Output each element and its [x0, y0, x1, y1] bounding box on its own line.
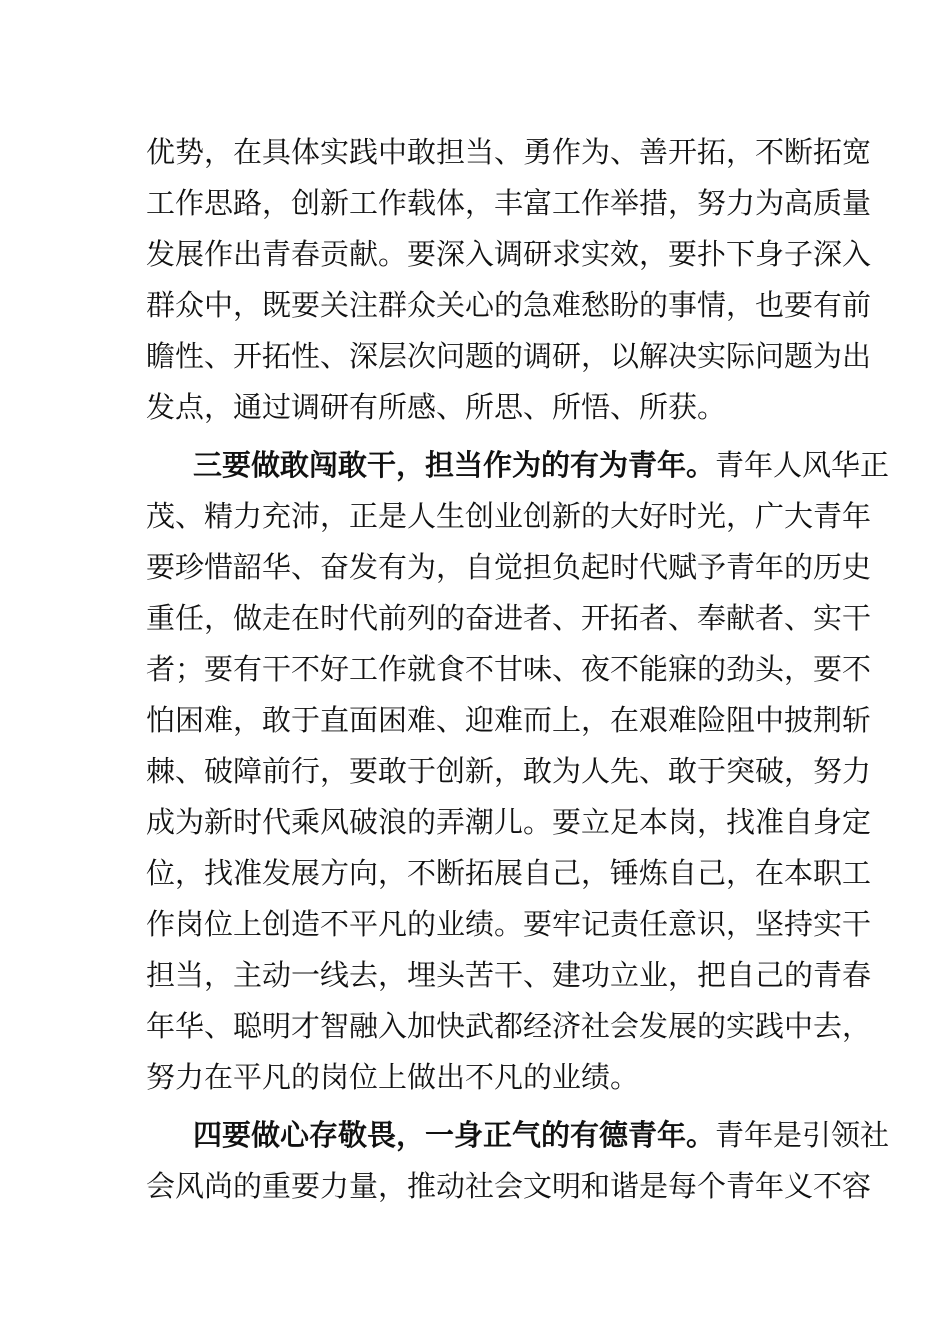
text-line: 工作思路，创新工作载体，丰富工作举措，努力为高质量 — [146, 186, 872, 220]
text-span: 青年人风华正 — [715, 448, 890, 482]
paragraph-first-line — [193, 1115, 890, 1155]
text-line: 怕困难，敢于直面困难、迎难而上，在艰难险阻中披荆斩 — [146, 703, 872, 737]
text-line: 棘、破障前行，要敢于创新，敢为人先、敢于突破，努力 — [146, 754, 872, 788]
text-line: 作岗位上创造不平凡的业绩。要牢记责任意识，坚持实干 — [146, 907, 872, 941]
text-line: 群众中，既要关注群众关心的急难愁盼的事情，也要有前 — [146, 288, 872, 322]
text-line: 茂、精力充沛，正是人生创业创新的大好时光，广大青年 — [146, 499, 872, 533]
text-line: 担当，主动一线去，埋头苦干、建功立业，把自己的青春 — [146, 958, 872, 992]
paragraph-heading: 四要做心存敬畏，一身正气的有德青年。 — [193, 1118, 716, 1152]
paragraph-first-line — [193, 445, 890, 485]
text-span: 青年是引领社 — [715, 1118, 890, 1152]
text-line: 位，找准发展方向，不断拓展自己，锤炼自己，在本职工 — [146, 856, 872, 890]
text-line: 成为新时代乘风破浪的弄潮儿。要立足本岗，找准自身定 — [146, 805, 872, 839]
text-line: 优势，在具体实践中敢担当、勇作为、善开拓，不断拓宽 — [146, 135, 872, 169]
text-line: 发展作出青春贡献。要深入调研求实效，要扑下身子深入 — [146, 237, 872, 271]
text-line: 瞻性、开拓性、深层次问题的调研，以解决实际问题为出 — [146, 339, 872, 373]
text-line: 努力在平凡的岗位上做出不凡的业绩。 — [146, 1060, 640, 1094]
text-line: 发点，通过调研有所感、所思、所悟、所获。 — [146, 390, 727, 424]
text-line: 者；要有干不好工作就食不甘味、夜不能寐的劲头，要不 — [146, 652, 872, 686]
text-line: 年华、聪明才智融入加快武都经济社会发展的实践中去， — [146, 1009, 872, 1043]
text-line: 会风尚的重要力量，推动社会文明和谐是每个青年义不容 — [146, 1169, 872, 1203]
paragraph-heading: 三要做敢闯敢干，担当作为的有为青年。 — [193, 448, 716, 482]
text-line: 要珍惜韶华、奋发有为，自觉担负起时代赋予青年的历史 — [146, 550, 872, 584]
text-line: 重任，做走在时代前列的奋进者、开拓者、奉献者、实干 — [146, 601, 872, 635]
